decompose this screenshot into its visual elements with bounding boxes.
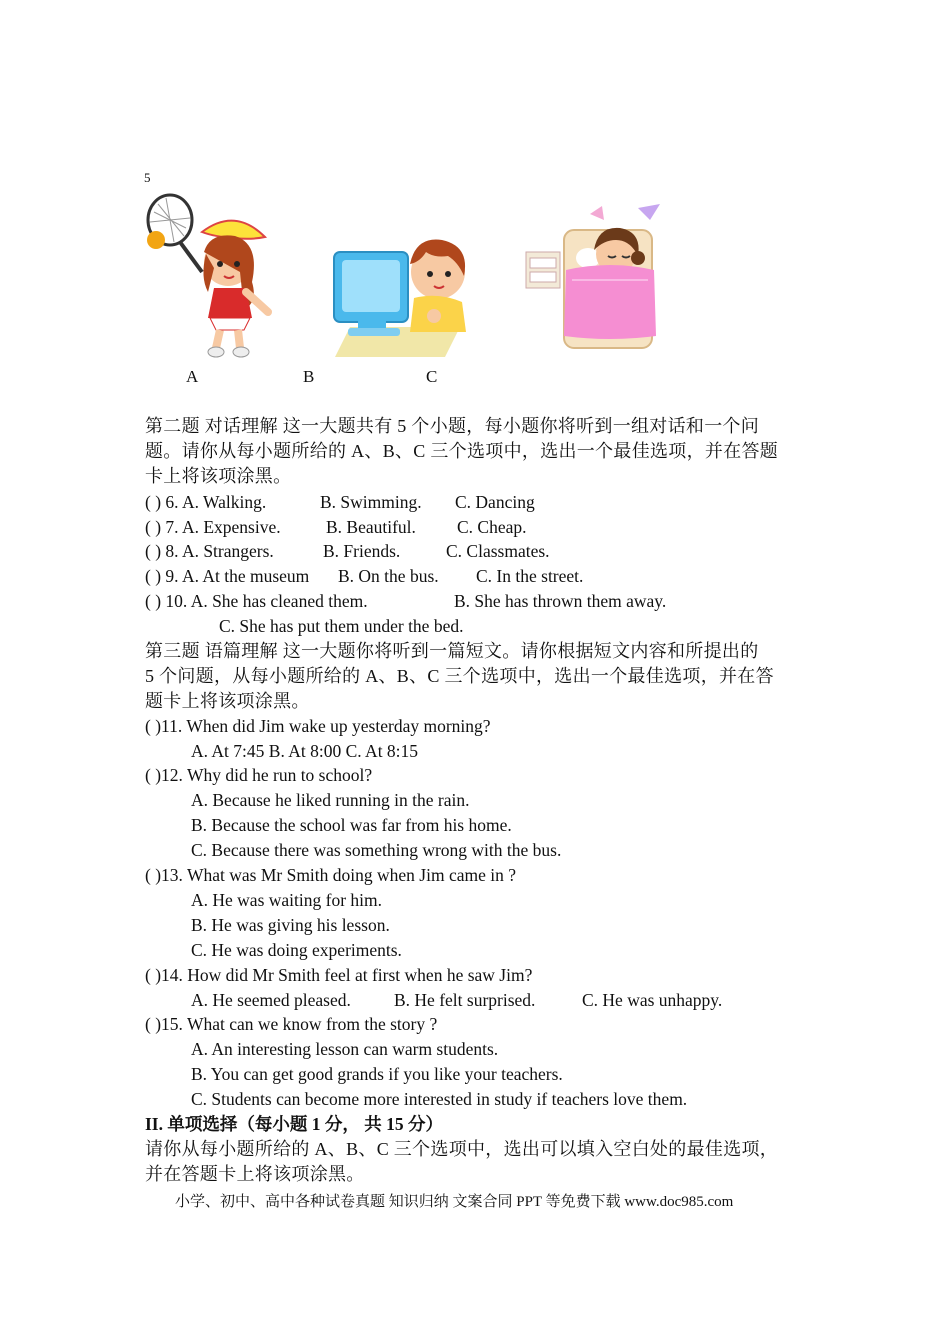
question-14-options <box>191 988 722 1013</box>
q10-option-b: B. She has thrown them away. <box>454 591 667 611</box>
part2-heading-line2: 题。请你从每小题所给的 A、B、C 三个选项中，选出一个最佳选项，并在答题 <box>145 441 779 461</box>
q8-option-b: B. Friends. <box>323 541 401 561</box>
part3-heading-line2: 5 个问题，从每小题所给的 A、B、C 三个选项中，选出一个最佳选项，并在答 <box>145 666 774 686</box>
part2-heading: 第二题 对话理解 这一大题共有 5 个小题，每小题你将听到一组对话和一个问 <box>145 416 760 436</box>
q10-option-c: C. She has put them under the bed. <box>219 616 464 636</box>
question-14-stem: ( )14. How did Mr Smith feel at first when he saw Jim? <box>145 965 533 985</box>
question-12-stem: ( )12. Why did he run to school? <box>145 765 373 785</box>
q9-option-b: B. On the bus. <box>338 566 439 586</box>
q7-option-c: C. Cheap. <box>457 517 527 537</box>
page-footer: 小学、初中、高中各种试卷真题 知识归纳 文案合同 PPT 等免费下载 www.doc985.com <box>175 1194 734 1210</box>
q8-option-c: C. Classmates. <box>446 541 550 561</box>
q9-option-a: ( ) 9. A. At the museum <box>145 566 310 586</box>
q12-option-a: A. Because he liked running in the rain. <box>191 790 470 810</box>
q12-option-c: C. Because there was something wrong with the bus. <box>191 840 562 860</box>
picture-label-b: B <box>303 367 315 386</box>
q6-option-c: C. Dancing <box>455 492 535 512</box>
girl-playing-tennis-icon <box>140 192 275 362</box>
question-15-stem: ( )15. What can we know from the story ? <box>145 1014 438 1034</box>
q15-option-a: A. An interesting lesson can warm students. <box>191 1039 499 1059</box>
question-7 <box>145 515 527 540</box>
q7-option-b: B. Beautiful. <box>326 517 416 537</box>
question-10 <box>145 589 666 614</box>
part3-heading-line3: 题卡上将该项涂黑。 <box>145 691 310 711</box>
q14-option-c: C. He was unhappy. <box>582 990 723 1010</box>
q7-option-a: ( ) 7. A. Expensive. <box>145 517 281 537</box>
q15-option-b: B. You can get good grands if you like your teachers. <box>191 1064 563 1084</box>
section-2-instruction-line1: 请你从每小题所给的 A、B、C 三个选项中，选出可以填入空白处的最佳选项， <box>145 1139 779 1159</box>
picture-label-a: A <box>186 367 199 386</box>
q12-option-b: B. Because the school was far from his home. <box>191 815 512 835</box>
question-8 <box>145 539 550 564</box>
question-9 <box>145 564 583 589</box>
page-marker: 5 <box>144 170 151 185</box>
q13-option-a: A. He was waiting for him. <box>191 890 383 910</box>
section-2-title: II. 单项选择（每小题 1 分， 共 15 分） <box>145 1114 443 1134</box>
boy-at-computer-icon <box>330 232 472 362</box>
section-2-instruction-line2: 并在答题卡上将该项涂黑。 <box>145 1164 365 1184</box>
q9-option-c: C. In the street. <box>476 566 584 586</box>
q14-option-a: A. He seemed pleased. <box>191 990 351 1010</box>
part3-heading: 第三题 语篇理解 这一大题你将听到一篇短文。请你根据短文内容和所提出的 <box>145 641 759 661</box>
question-13-stem: ( )13. What was Mr Smith doing when Jim came in ? <box>145 865 517 885</box>
q10-option-a: ( ) 10. A. She has cleaned them. <box>145 591 368 611</box>
q6-option-b: B. Swimming. <box>320 492 422 512</box>
q14-option-b: B. He felt surprised. <box>394 990 536 1010</box>
question-11-stem: ( )11. When did Jim wake up yesterday morning? <box>145 716 491 736</box>
question-11-options: A. At 7:45 B. At 8:00 C. At 8:15 <box>191 741 419 761</box>
q13-option-b: B. He was giving his lesson. <box>191 915 390 935</box>
question-6 <box>145 490 535 515</box>
q6-option-a: ( ) 6. A. Walking. <box>145 492 267 512</box>
q15-option-c: C. Students can become more interested in study if teachers love them. <box>191 1089 688 1109</box>
girl-sleeping-in-bed-icon <box>520 200 670 360</box>
q8-option-a: ( ) 8. A. Strangers. <box>145 541 274 561</box>
picture-label-c: C <box>426 367 438 386</box>
q13-option-c: C. He was doing experiments. <box>191 940 402 960</box>
part2-heading-line3: 卡上将该项涂黑。 <box>145 466 292 486</box>
